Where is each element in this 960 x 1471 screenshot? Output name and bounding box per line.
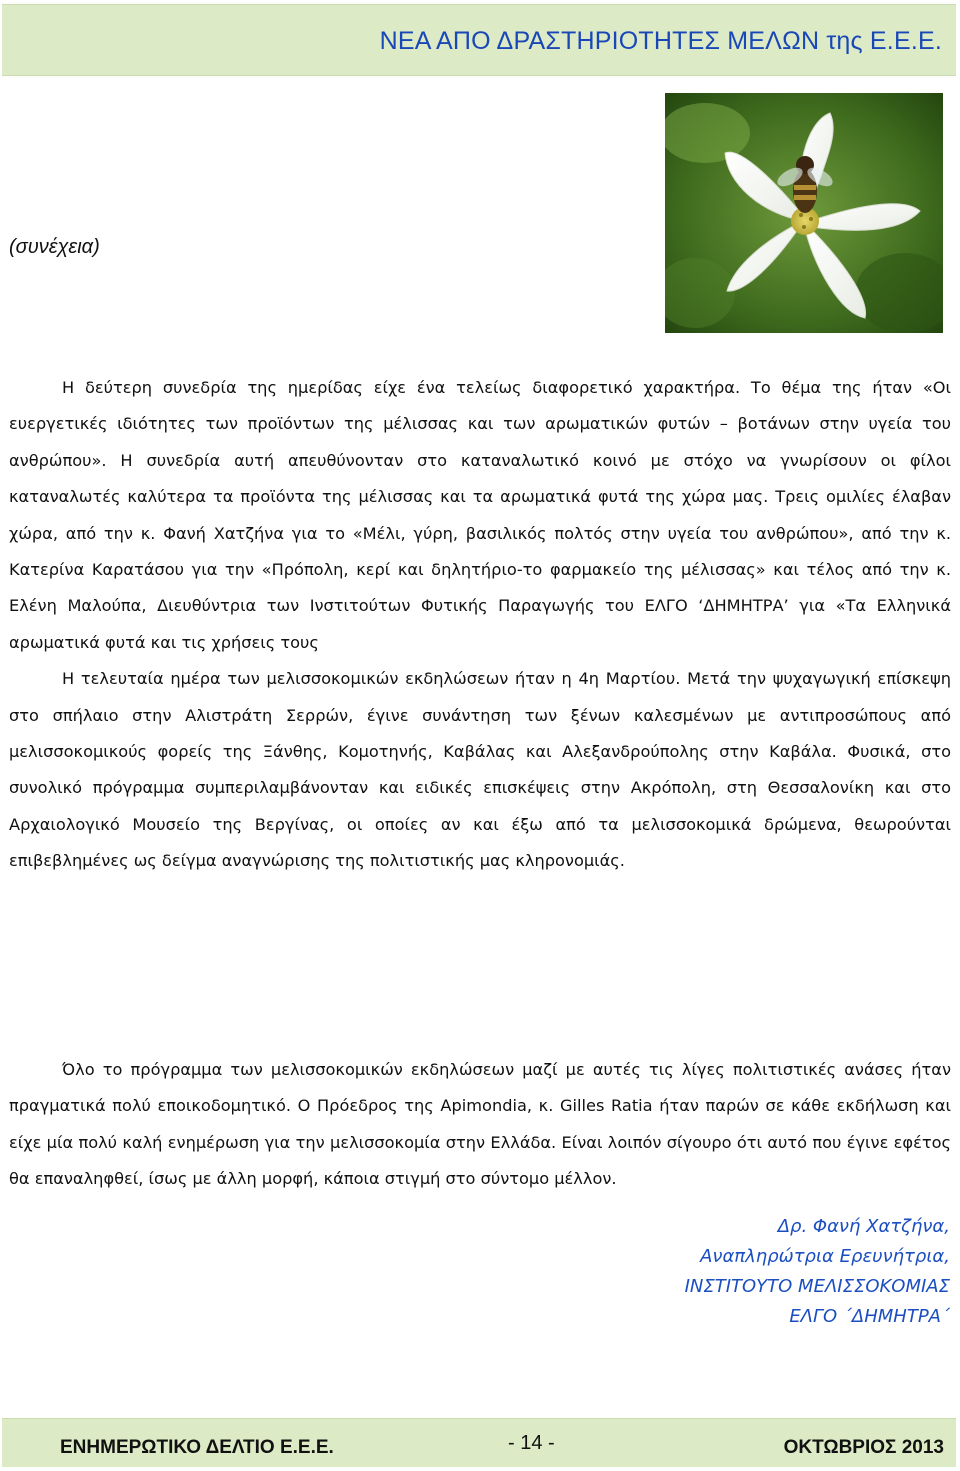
article-conclusion [9,1052,951,1198]
signature-block [350,1212,950,1332]
article-body [9,370,951,880]
signature-institute: ΙΝΣΤΙΤΟΥΤΟ ΜΕΛΙΣΣΟΚΟΜΙΑΣ [684,1276,950,1297]
signature-org: ΕΛΓΟ ΄ΔΗΜΗΤΡΑ΄ [789,1306,950,1327]
paragraph-session-two: Η δεύτερη συνεδρία της ημερίδας είχε ένα τελείως διαφορετικό χαρακτήρα. Το θέμα της ήταν «Οι ευεργετικές ιδιότητες των προϊόντων της μέλισσας και των αρωματικών φυτών – βοτάνων στην υγεία του ανθρώπου». Η συνεδρία αυτή απευθύνονταν στο καταναλωτικό κοινό με στόχο να γνωρίσουν οι φίλοι καταναλωτές καλύτερα τα προϊόντα της μέλισσας και τα αρωματικά φυτά της χώρα μας. Τρεις ομιλίες έλαβαν χώρα, από την κ. Φανή Χατζήνα για το «Μέλι, γύρη, βασιλικός πολτός στην υγεία του ανθρώπου», από την κ. Κατερίνα Καρατάσου για την «Πρόπολη, κερί και δηλητήριο-το φαρμακείο της μέλισσας» και τέλος από την κ. Ελένη Μαλούπα, Διευθύντρια των Ινστιτούτων Φυτικής Παραγωγής του ΕΛΓΟ ‘ΔΗΜΗΤΡΑ’ για «Τα Ελληνικά αρωματικά φυτά και τις χρήσεις τους [9,378,951,652]
continued-label: (συνέχεια) [9,236,100,258]
paragraph-conclusion: Όλο το πρόγραμμα των μελισσοκομικών εκδηλώσεων μαζί με αυτές τις λίγες πολιτιστικές ανάσες ήταν πραγματικά πολύ εποικοδομητικό. Ο Πρόεδρος της Apimondia, κ. Gilles Ratia ήταν παρών σε κάθε εκδήλωση και είχε μία πολύ καλή ενημέρωση για την μελισσοκομία στην Ελλάδα. Είναι λοιπόν σίγουρο ότι αυτό που έγινε εφέτος θα επαναληφθεί, ίσως με άλλη μορφή, κάποια στιγμή στο σύντομο μέλλον. [9,1060,951,1189]
signature-role: Αναπληρώτρια Ερευνήτρια, [700,1246,950,1267]
page-footer [2,1418,956,1467]
footer-publication: ΕΝΗΜΕΡΩΤΙΚΟ ΔΕΛΤΙΟ Ε.Ε.Ε. [60,1437,334,1458]
footer-date: ΟΚΤΩΒΡΙΟΣ 2013 [783,1437,944,1458]
bee-on-flower-photo [665,93,943,333]
header-title: ΝΕΑ ΑΠΟ ΔΡΑΣΤΗΡΙΟΤΗΤΕΣ ΜΕΛΩΝ της Ε.Ε.Ε. [379,27,942,55]
paragraph-last-day: Η τελευταία ημέρα των μελισσοκομικών εκδηλώσεων ήταν η 4η Μαρτίου. Μετά την ψυχαγωγική επίσκεψη στο σπήλαιο στην Αλιστράτη Σερρών, έγινε συνάντηση των ξένων καλεσμένων με αντιπροσώπους από μελισσοκομικούς φορείς της Ξάνθης, Κομοτηνής, Καβάλας και Αλεξανδρούπολης στην Καβάλα. Φυσικά, στο συνολικό πρόγραμμα συμπεριλαμβάνονταν και ειδικές επισκέψεις στην Ακρόπολη, στη Θεσσαλονίκη και στο Αρχαιολογικό Μουσείο της Βεργίνας, οι οποίες αν και έξω από τα μελισσοκομικά δρώμενα, θεωρούνται επιβεβλημένες ως δείγμα αναγνώρισης της πολιτιστικής μας κληρονομιάς. [9,669,951,871]
signature-name: Δρ. Φανή Χατζήνα, [777,1216,950,1237]
page-header [2,4,956,76]
page-number: - 14 - [508,1432,555,1454]
